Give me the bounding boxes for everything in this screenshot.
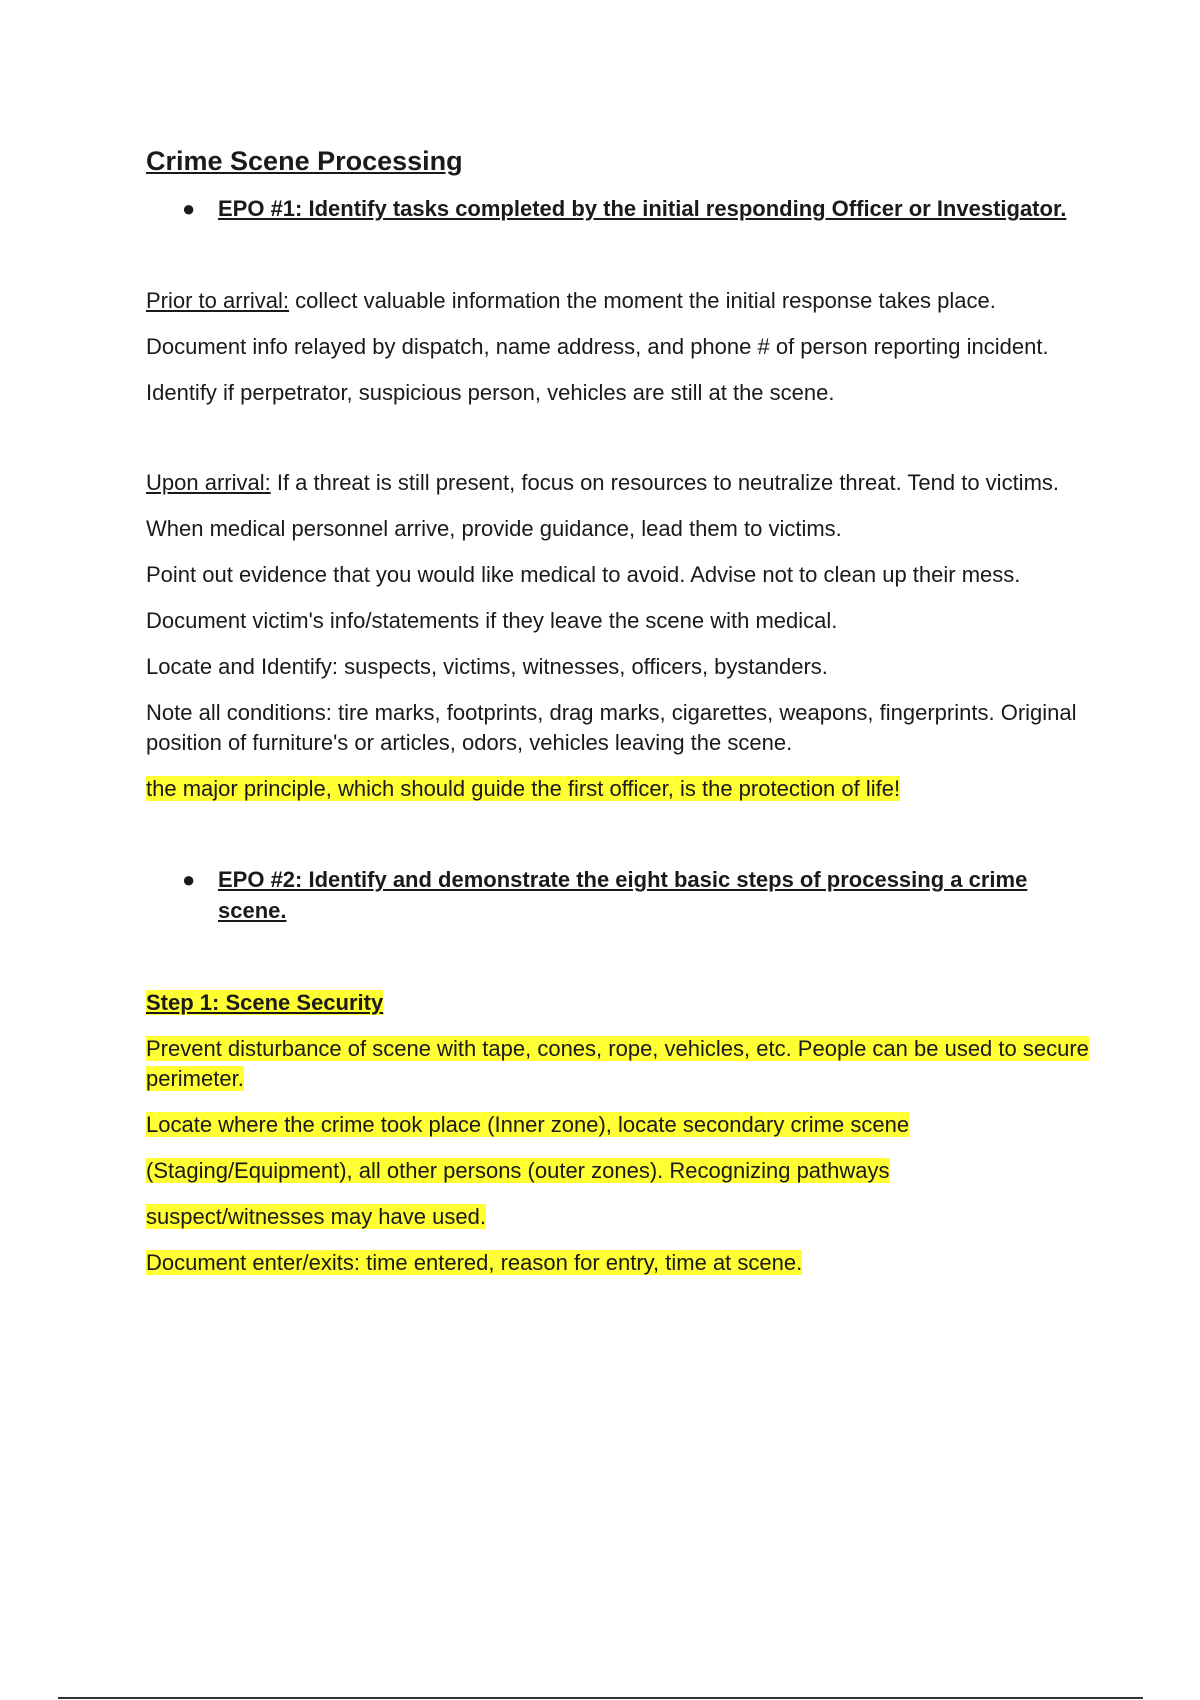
step-1-locate-line-3-text: suspect/witnesses may have used. [146,1204,486,1230]
step-1-document-text: Document enter/exits: time entered, reason for entry, time at scene. [146,1250,803,1276]
document-dispatch-paragraph: Document info relayed by dispatch, name address, and phone # of person reporting incident. [146,334,1049,360]
upon-arrival-paragraph [146,468,1096,498]
step-1-prevent-paragraph [146,1034,1096,1094]
upon-arrival-label: Upon arrival: [146,470,271,496]
epo-2-bullet [146,864,1096,926]
major-principle-paragraph [146,774,1096,804]
step-1-heading [146,988,1096,1018]
epo-2-text: EPO #2: Identify and demonstrate the eight basic steps of processing a crime scene. [218,867,1028,924]
epo-1-text: EPO #1: Identify tasks completed by the initial responding Officer or Investigator. [218,196,1067,222]
locate-identify-paragraph: Locate and Identify: suspects, victims, witnesses, officers, bystanders. [146,654,828,680]
identify-perpetrator-paragraph: Identify if perpetrator, suspicious person, vehicles are still at the scene. [146,380,835,406]
step-1-locate-line-1 [146,1110,1096,1140]
step-1-prevent-text: Prevent disturbance of scene with tape, cones, rope, vehicles, etc. People can be used to secure perimeter. [146,1036,1089,1092]
point-out-evidence-paragraph: Point out evidence that you would like medical to avoid. Advise not to clean up their mess. [146,562,1021,588]
bullet-icon: ● [182,196,196,222]
step-1-locate-line-2-text: (Staging/Equipment), all other persons (outer zones). Recognizing pathways [146,1158,890,1184]
major-principle-highlight: the major principle, which should guide the first officer, is the protection of life! [146,776,901,802]
document-title: Crime Scene Processing [146,146,463,176]
document-page [146,145,1096,1294]
step-1-document-paragraph [146,1248,1096,1278]
medical-personnel-paragraph: When medical personnel arrive, provide guidance, lead them to victims. [146,516,842,542]
prior-to-arrival-label: Prior to arrival: [146,288,290,314]
epo-1-bullet [146,193,1096,224]
step-1-locate-line-1-text: Locate where the crime took place (Inner zone), locate secondary crime scene [146,1112,910,1138]
note-conditions-paragraph: Note all conditions: tire marks, footprints, drag marks, cigarettes, weapons, fingerprints. Original position of furniture's or articles, odors, vehicles leaving the scene. [146,700,1077,756]
step-1-locate-line-2 [146,1156,1096,1186]
page-bottom-divider [58,1697,1143,1699]
document-victim-paragraph: Document victim's info/statements if they leave the scene with medical. [146,608,838,634]
upon-arrival-text: If a threat is still present, focus on resources to neutralize threat. Tend to victims. [270,470,1060,496]
bullet-icon: ● [182,867,196,893]
prior-to-arrival-paragraph [146,286,1096,316]
step-1-heading-text: Step 1: Scene Security [146,990,384,1016]
prior-to-arrival-text: collect valuable information the moment the initial response takes place. [289,288,996,314]
step-1-locate-line-3 [146,1202,1096,1232]
